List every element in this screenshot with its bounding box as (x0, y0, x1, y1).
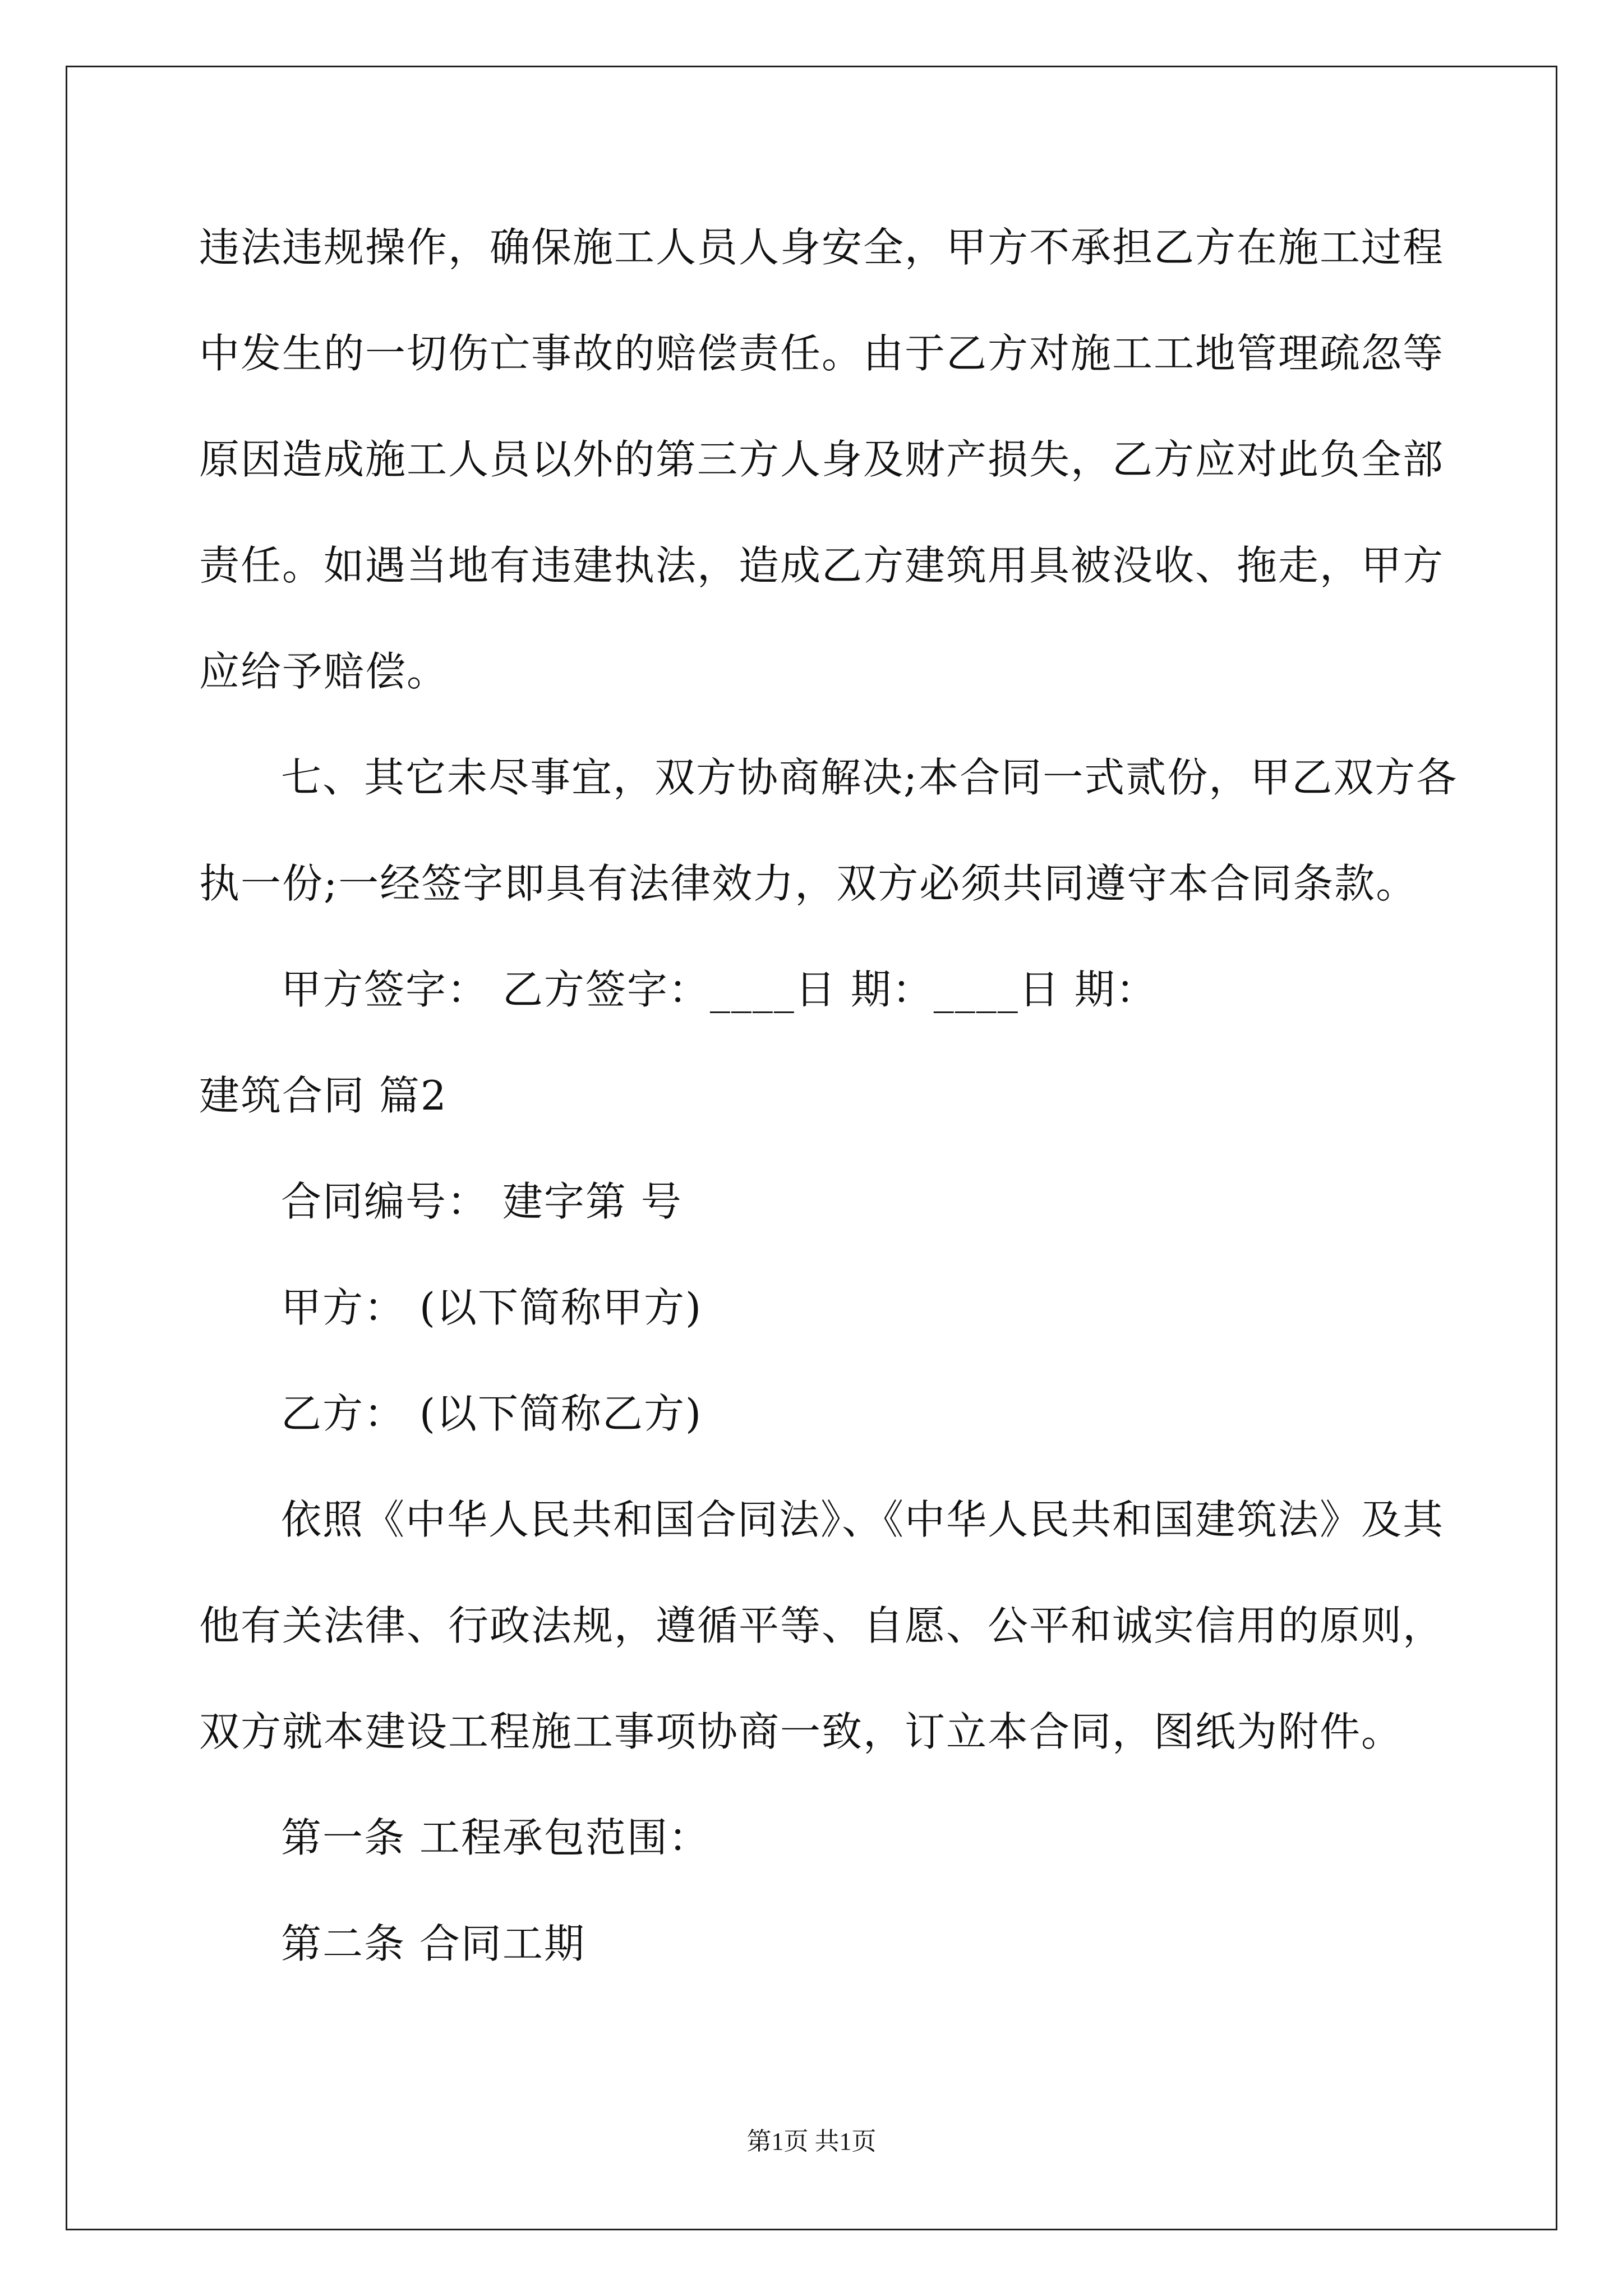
article-two: 第二条 合同工期 (281, 1920, 585, 1967)
section-title: 建筑合同 篇2 (199, 1072, 448, 1119)
paragraph-line-2: 中发生的一切伤亡事故的赔偿责任。由于乙方对施工工地管理疏忽等 (199, 330, 1445, 377)
page-footer: 第1页 共1页 (746, 2128, 877, 2155)
paragraph-line-5: 应给予赔偿。 (199, 648, 449, 695)
clause-seven-line-2: 执一份;一经签字即具有法律效力，双方必须共同遵守本合同条款。 (199, 860, 1418, 907)
contract-number: 合同编号： 建字第 号 (281, 1178, 683, 1225)
paragraph-line-4: 责任。如遇当地有违建执法，造成乙方建筑用具被没收、拖走，甲方 (199, 542, 1445, 589)
signature-line: 甲方签字： 乙方签字：____日 期：____日 期： (281, 966, 1158, 1013)
party-b: 乙方： (以下简称乙方) (281, 1390, 703, 1437)
preamble-line-3: 双方就本建设工程施工事项协商一致，订立本合同，图纸为附件。 (199, 1708, 1403, 1755)
article-one: 第一条 工程承包范围： (281, 1814, 710, 1861)
clause-seven-line-1: 七、其它未尽事宜，双方协商解决;本合同一式贰份，甲乙双方各 (281, 754, 1458, 801)
page-border (66, 66, 1557, 2230)
party-a: 甲方： (以下简称甲方) (281, 1284, 703, 1331)
paragraph-line-3: 原因造成施工人员以外的第三方人身及财产损失，乙方应对此负全部 (199, 436, 1445, 483)
preamble-line-2: 他有关法律、行政法规，遵循平等、自愿、公平和诚实信用的原则， (199, 1602, 1445, 1649)
preamble-line-1: 依照《中华人民共和国合同法》、《中华人民共和国建筑法》及其 (281, 1496, 1445, 1543)
paragraph-line-1: 违法违规操作，确保施工人员人身安全，甲方不承担乙方在施工过程 (199, 224, 1445, 271)
